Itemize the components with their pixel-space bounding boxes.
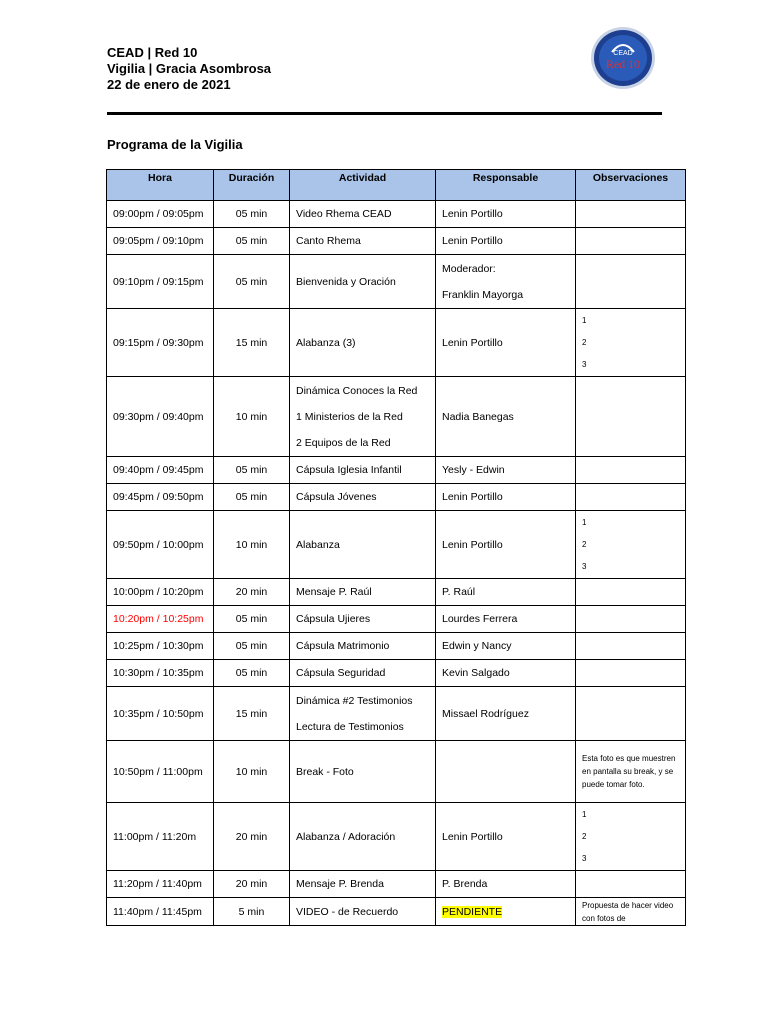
table-row [107,457,686,484]
table-row [107,377,686,457]
observacion-item: 2 [582,337,587,347]
actividad-line: Mensaje P. Raúl [296,586,372,598]
actividad-line: Cápsula Jóvenes [296,491,377,503]
actividad-line: Video Rhema CEAD [296,208,392,220]
cell-responsable [436,309,576,377]
responsable-line: Moderador: [442,262,496,275]
cell-responsable [436,201,576,228]
actividad-line: Dinámica Conoces la Red [296,384,418,397]
observacion-item: 1 [582,517,587,527]
cell-actividad [290,871,436,898]
cell-observaciones [576,201,686,228]
table-row [107,803,686,871]
responsable-line: Yesly - Edwin [442,464,505,476]
cell-responsable [436,579,576,606]
actividad-line: Cápsula Matrimonio [296,640,390,652]
cell-observaciones [576,660,686,687]
table-row [107,228,686,255]
cell-responsable [436,687,576,741]
cell-hora: 11:40pm / 11:45pm [107,898,214,926]
responsable-line: Franklin Mayorga [442,288,524,301]
cell-actividad [290,457,436,484]
cell-duracion: 5 min [214,898,290,926]
cell-actividad [290,741,436,803]
cell-duracion: 15 min [214,687,290,741]
actividad-line: Mensaje P. Brenda [296,878,384,890]
cell-observaciones [576,309,686,377]
cell-actividad [290,579,436,606]
actividad-line: Lectura de Testimonios [296,720,404,733]
responsable-line: Lenin Portillo [442,538,503,551]
observacion-item: 3 [582,853,587,863]
responsable-line [442,899,569,925]
cell-actividad [290,606,436,633]
cell-observaciones [576,377,686,457]
header-line-3: 22 de enero de 2021 [107,77,231,92]
actividad-line: Cápsula Ujieres [296,613,371,625]
responsable-line: Lenin Portillo [442,830,503,843]
responsable-line: Lenin Portillo [442,235,503,247]
cell-duracion: 05 min [214,201,290,228]
observacion-item: 1 [582,315,587,325]
responsable-line: Lourdes Ferrera [442,613,518,625]
cell-observaciones [576,871,686,898]
cell-responsable [436,741,576,803]
cell-duracion: 20 min [214,579,290,606]
observacion-item: 1 [582,809,587,819]
cell-observaciones [576,687,686,741]
observacion-item: 3 [582,359,587,369]
responsable-line: Lenin Portillo [442,491,503,503]
header-divider [107,112,662,115]
actividad-line: Alabanza (3) [296,336,356,349]
cell-hora: 10:30pm / 10:35pm [107,660,214,687]
cell-duracion: 05 min [214,484,290,511]
cell-hora: 10:20pm / 10:25pm [107,606,214,633]
cell-responsable [436,803,576,871]
cell-duracion: 10 min [214,741,290,803]
cell-responsable [436,228,576,255]
table-row [107,741,686,803]
cell-hora: 11:00pm / 11:20m [107,803,214,871]
table-row [107,687,686,741]
cell-observaciones [576,484,686,511]
red10-logo-icon [590,26,656,90]
cell-actividad [290,201,436,228]
cell-observaciones [576,606,686,633]
cell-actividad [290,309,436,377]
cell-responsable [436,871,576,898]
table-row [107,898,686,926]
cell-hora: 09:10pm / 09:15pm [107,255,214,309]
cell-duracion: 10 min [214,511,290,579]
table-row [107,660,686,687]
cell-duracion: 05 min [214,660,290,687]
table-row [107,579,686,606]
actividad-line: Cápsula Iglesia Infantil [296,464,402,476]
column-header-responsable: Responsable [436,170,576,201]
cell-observaciones: Propuesta de hacer video con fotos de [576,898,686,926]
cell-actividad [290,377,436,457]
cell-hora: 10:50pm / 11:00pm [107,741,214,803]
table-row [107,871,686,898]
cell-duracion: 10 min [214,377,290,457]
cell-hora: 09:30pm / 09:40pm [107,377,214,457]
actividad-line: VIDEO - de Recuerdo [296,905,399,918]
cell-actividad [290,660,436,687]
cell-hora: 09:40pm / 09:45pm [107,457,214,484]
actividad-line: Canto Rhema [296,235,361,247]
cell-duracion: 20 min [214,803,290,871]
table-row [107,484,686,511]
cell-observaciones [576,255,686,309]
actividad-line: 2 Equipos de la Red [296,436,391,449]
column-header-duracion: Duración [214,170,290,201]
logo-bottom-text: Red 10 [605,57,641,71]
column-header-actividad: Actividad [290,170,436,201]
cell-hora: 11:20pm / 11:40pm [107,871,214,898]
cell-hora: 09:45pm / 09:50pm [107,484,214,511]
cell-hora: 09:00pm / 09:05pm [107,201,214,228]
responsable-line: Lenin Portillo [442,208,503,220]
table-row [107,511,686,579]
cell-duracion: 05 min [214,606,290,633]
cell-duracion: 05 min [214,457,290,484]
responsable-line: Kevin Salgado [442,667,510,679]
logo-top-text: CEAD [613,50,633,57]
cell-actividad [290,228,436,255]
cell-actividad [290,255,436,309]
cell-responsable [436,377,576,457]
cell-observaciones [576,511,686,579]
table-row [107,633,686,660]
cell-responsable [436,255,576,309]
column-header-observaciones: Observaciones [576,170,686,201]
column-header-hora: Hora [107,170,214,201]
cell-duracion: 05 min [214,633,290,660]
cell-observaciones [576,803,686,871]
cell-responsable [436,633,576,660]
actividad-line: Cápsula Seguridad [296,667,386,679]
cell-hora: 10:00pm / 10:20pm [107,579,214,606]
cell-observaciones [576,457,686,484]
cell-responsable [436,511,576,579]
table-row [107,309,686,377]
cell-duracion: 05 min [214,228,290,255]
schedule-table [106,169,686,926]
actividad-line: Dinámica #2 Testimonios [296,694,413,707]
cell-hora: 09:05pm / 09:10pm [107,228,214,255]
cell-observaciones [576,633,686,660]
cell-responsable [436,457,576,484]
cell-responsable [436,484,576,511]
responsable-line: Edwin y Nancy [442,640,512,652]
responsable-line: P. Brenda [442,878,488,890]
header-line-1: CEAD | Red 10 [107,45,198,60]
cell-observaciones: Esta foto es que muestren en pantalla su break, y se puede tomar foto. [576,741,686,803]
header-line-2: Vigilia | Gracia Asombrosa [107,61,272,76]
actividad-line: Bienvenida y Oración [296,275,396,288]
cell-actividad [290,803,436,871]
actividad-line: Alabanza [296,538,340,551]
cell-duracion: 05 min [214,255,290,309]
actividad-line: Alabanza / Adoración [296,830,396,843]
table-header-row [107,170,686,201]
cell-actividad [290,687,436,741]
responsable-line: Missael Rodríguez [442,707,529,720]
document-header [107,45,271,93]
cell-actividad [290,511,436,579]
cell-responsable [436,606,576,633]
cell-actividad [290,484,436,511]
cell-observaciones [576,579,686,606]
cell-hora: 09:15pm / 09:30pm [107,309,214,377]
observacion-item: 2 [582,539,587,549]
responsable-line: P. Raúl [442,586,476,598]
table-row [107,255,686,309]
cell-hora: 10:35pm / 10:50pm [107,687,214,741]
actividad-line: 1 Ministerios de la Red [296,410,403,423]
responsable-line: Lenin Portillo [442,336,503,349]
cell-duracion: 15 min [214,309,290,377]
table-row [107,201,686,228]
cell-actividad [290,898,436,926]
cell-hora: 09:50pm / 10:00pm [107,511,214,579]
table-row [107,606,686,633]
responsable-line: Nadia Banegas [442,410,514,423]
cell-hora: 10:25pm / 10:30pm [107,633,214,660]
cell-observaciones [576,228,686,255]
section-title: Programa de la Vigilia [107,137,243,152]
cell-responsable [436,660,576,687]
cell-responsable [436,898,576,926]
observacion-item: 3 [582,561,587,571]
pending-highlight: PENDIENTE [442,905,503,918]
observacion-item: 2 [582,831,587,841]
cell-duracion: 20 min [214,871,290,898]
actividad-line: Break - Foto [296,765,354,778]
cell-actividad [290,633,436,660]
